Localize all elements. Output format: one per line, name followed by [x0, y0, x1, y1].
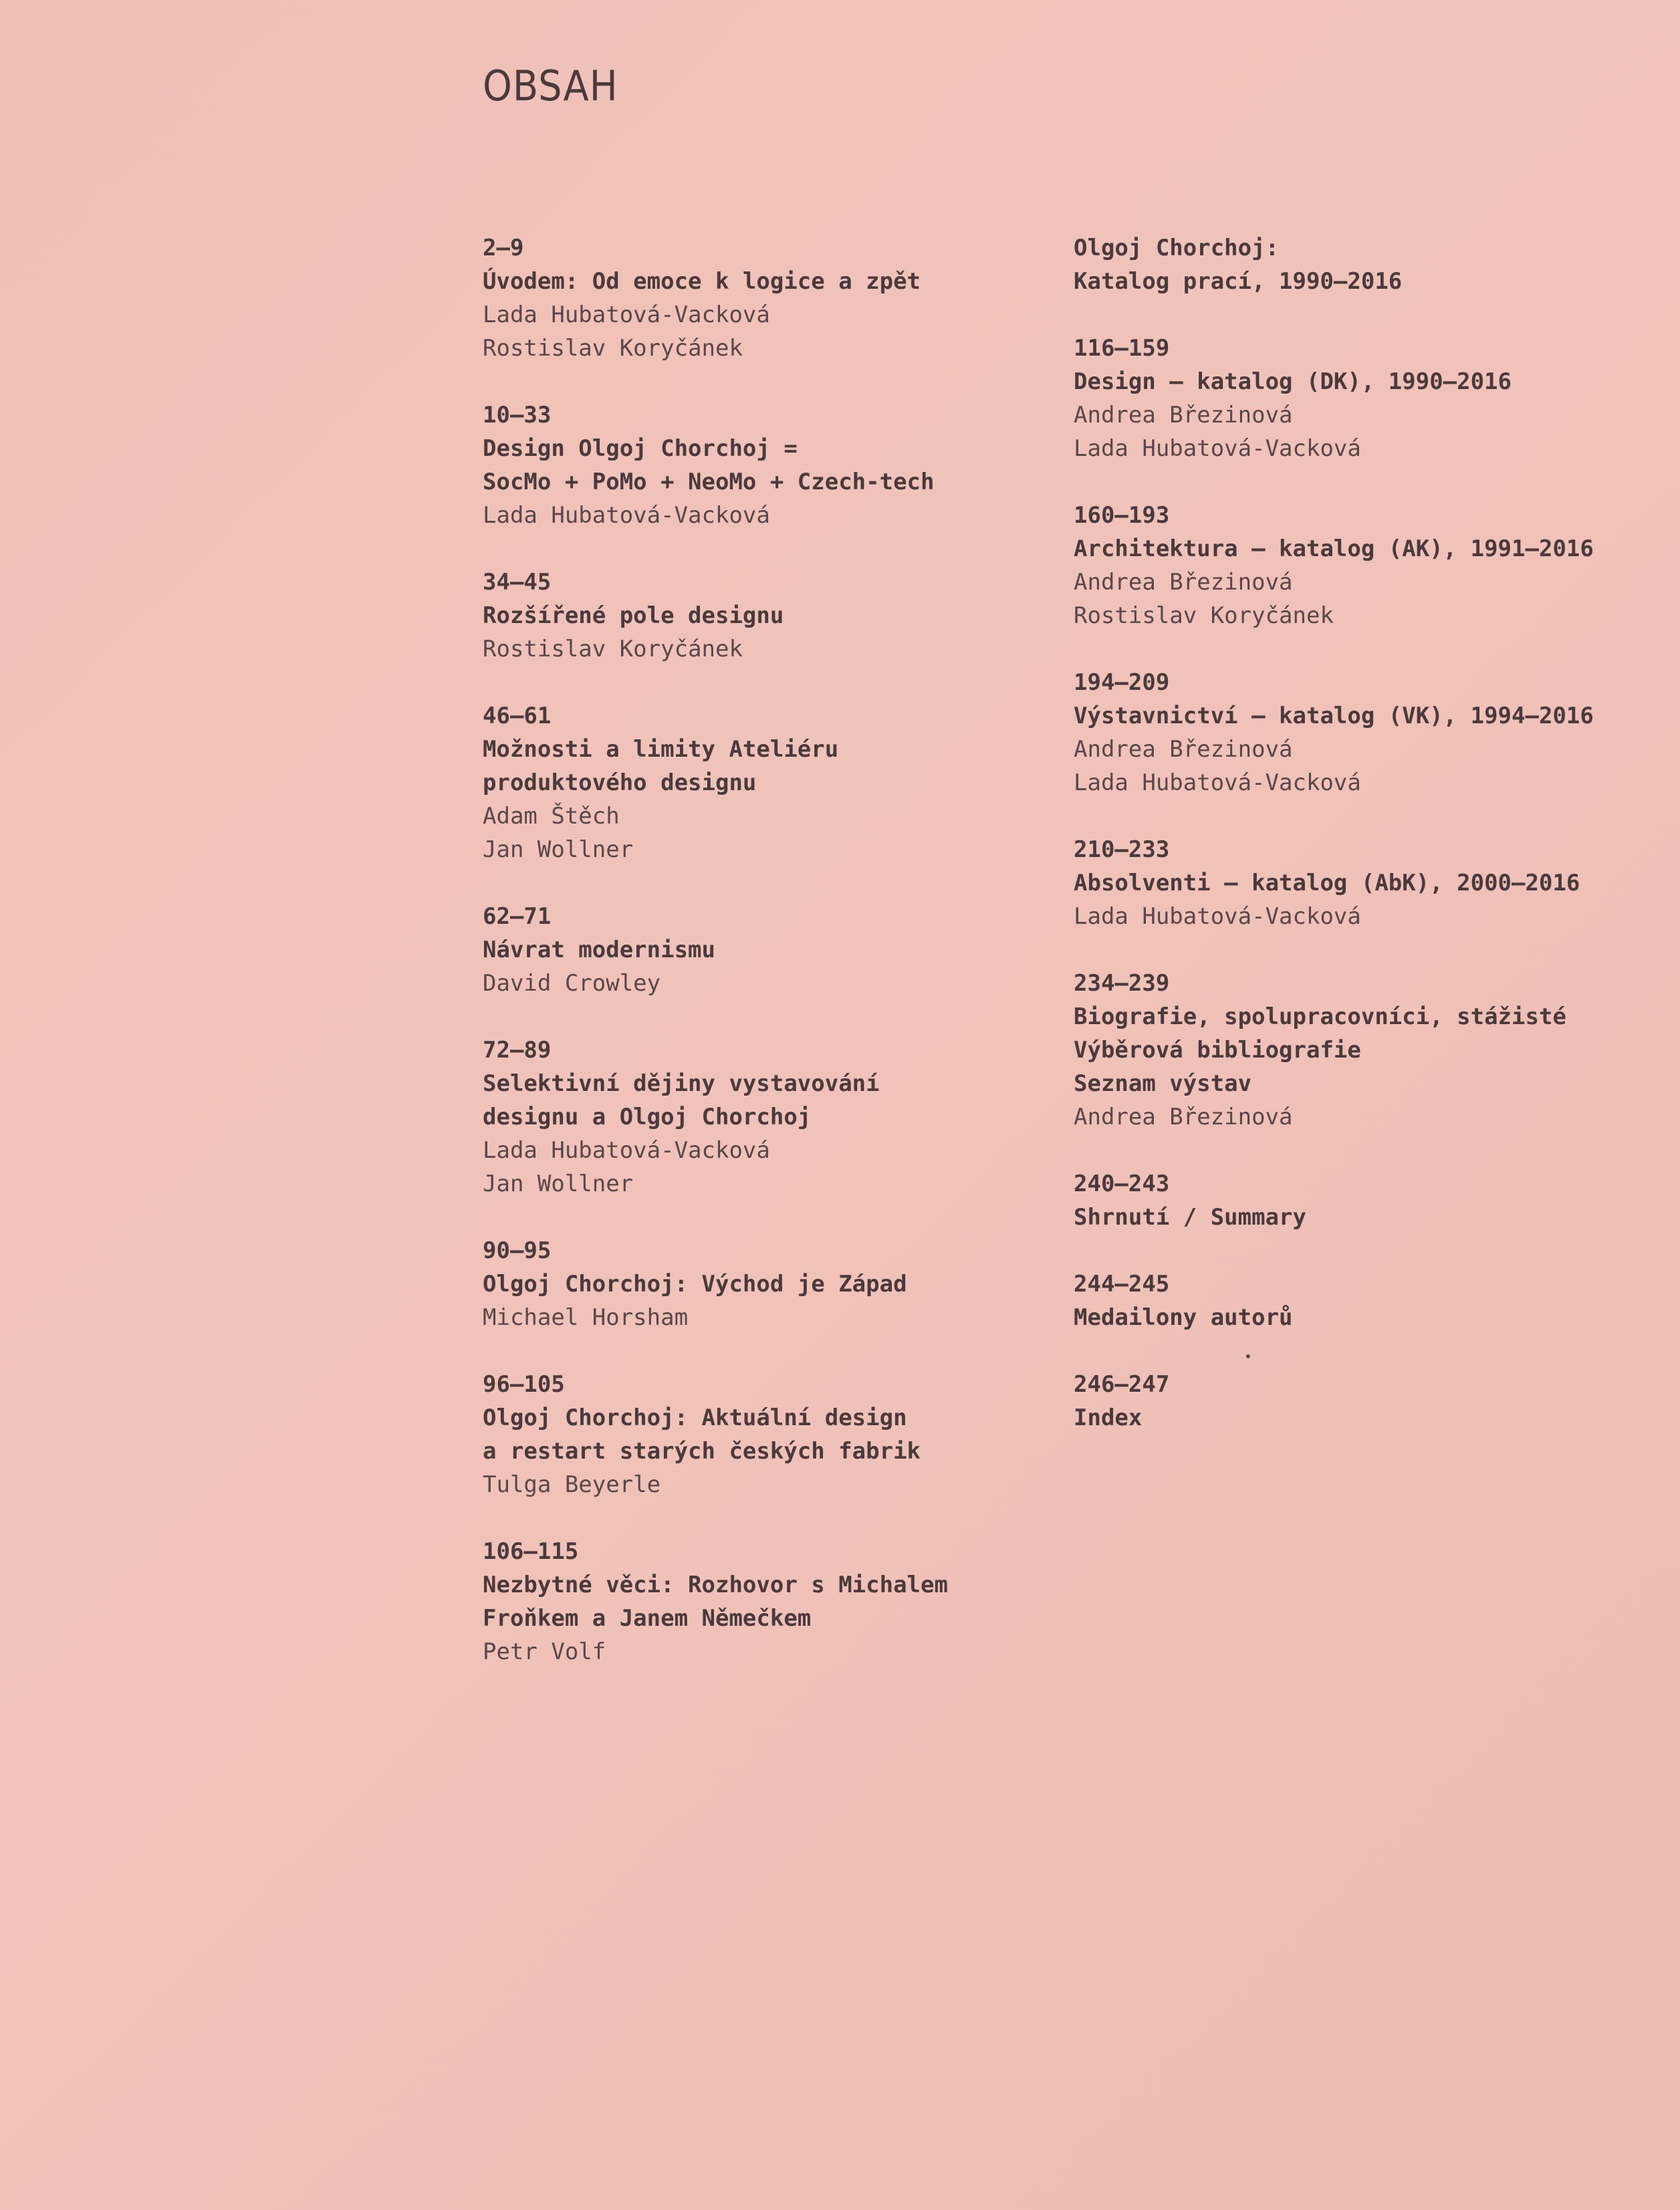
toc-entry [483, 398, 1031, 532]
catalog-header-line: Olgoj Chorchoj: [1074, 235, 1280, 261]
toc-entry-author: Petr Volf [483, 1638, 606, 1665]
toc-entry [483, 900, 1031, 1000]
toc-page-range: 244–245 [1074, 1271, 1170, 1298]
toc-entry-title: Rozšířené pole designu [483, 602, 784, 629]
toc-page-range: 116–159 [1074, 335, 1170, 362]
catalog-section-header [1074, 231, 1675, 298]
toc-entry [1074, 1167, 1675, 1234]
toc-page-range: 72–89 [483, 1037, 552, 1064]
toc-page-range: 246–247 [1074, 1371, 1170, 1398]
toc-page-range: 194–209 [1074, 669, 1170, 696]
toc-page-range: 34–45 [483, 569, 552, 596]
toc-entry-title: Nezbytné věci: Rozhovor s Michalem [483, 1572, 948, 1598]
toc-page-range: 2–9 [483, 235, 524, 261]
toc-entry-title: produktového designu [483, 769, 757, 796]
toc-entry-title: SocMo + PoMo + NeoMo + Czech-tech [483, 469, 935, 495]
toc-entry [483, 699, 1031, 866]
toc-entry-author: Jan Wollner [483, 1171, 634, 1197]
toc-entry-author: Lada Hubatová-Vacková [483, 1137, 770, 1164]
toc-entry [483, 1368, 1031, 1501]
catalog-header-line: Katalog prací, 1990–2016 [1074, 268, 1403, 295]
toc-entry [1074, 332, 1675, 465]
toc-page-range: 62–71 [483, 903, 552, 930]
toc-entry [483, 1535, 1031, 1669]
toc-entry-title: Shrnutí / Summary [1074, 1204, 1306, 1231]
toc-entry [1074, 833, 1675, 933]
toc-entry-title: Absolventi – katalog (AbK), 2000–2016 [1074, 870, 1580, 896]
toc-page-range: 90–95 [483, 1237, 552, 1264]
toc-entry-title: Medailony autorů [1074, 1304, 1293, 1331]
toc-entry [1074, 967, 1675, 1134]
toc-entry-author: Lada Hubatová-Vacková [1074, 903, 1361, 930]
toc-entry-author: Andrea Březinová [1074, 1104, 1293, 1130]
toc-entry-title: Selektivní dějiny vystavování [483, 1070, 880, 1097]
toc-entry-title: Olgoj Chorchoj: Aktuální design [483, 1404, 907, 1431]
toc-entry-title: Index [1074, 1404, 1143, 1431]
toc-entry-title: Seznam výstav [1074, 1070, 1252, 1097]
toc-page-range: 96–105 [483, 1371, 565, 1398]
toc-entry-author: Andrea Březinová [1074, 402, 1293, 428]
toc-entry [483, 1033, 1031, 1201]
page-title: OBSAH [483, 62, 618, 110]
toc-page-range: 106–115 [483, 1538, 579, 1565]
toc-entry-title: Návrat modernismu [483, 937, 715, 963]
paper-speck [1246, 1354, 1250, 1358]
toc-entry-author: Lada Hubatová-Vacková [1074, 435, 1361, 462]
catalog-entries [1074, 332, 1675, 1435]
toc-entry-author: David Crowley [483, 970, 661, 997]
toc-entry [483, 1234, 1031, 1334]
toc-entry-author: Rostislav Koryčánek [483, 636, 743, 662]
toc-entry-author: Andrea Březinová [1074, 569, 1293, 596]
toc-entry [483, 566, 1031, 666]
toc-page-range: 210–233 [1074, 836, 1170, 863]
toc-entry [1074, 666, 1675, 800]
toc-entry-author: Lada Hubatová-Vacková [483, 502, 770, 529]
toc-page-range: 240–243 [1074, 1171, 1170, 1197]
toc-entry-author: Rostislav Koryčánek [1074, 602, 1334, 629]
toc-page-range: 234–239 [1074, 970, 1170, 997]
toc-entry-title: Možnosti a limity Ateliéru [483, 736, 839, 763]
toc-entry-title: Olgoj Chorchoj: Východ je Západ [483, 1271, 907, 1298]
toc-entry-author: Jan Wollner [483, 836, 634, 863]
toc-page-range: 10–33 [483, 402, 552, 428]
toc-entry-title: Úvodem: Od emoce k logice a zpět [483, 268, 921, 295]
toc-entry-author: Tulga Beyerle [483, 1471, 661, 1498]
toc-left-column [483, 231, 1031, 1702]
toc-entry [483, 231, 1031, 365]
toc-entry-title: Froňkem a Janem Němečkem [483, 1605, 812, 1632]
toc-entry [1074, 1368, 1675, 1435]
toc-entry-title: Výstavnictví – katalog (VK), 1994–2016 [1074, 703, 1594, 729]
toc-entry-author: Adam Štěch [483, 803, 620, 830]
toc-entry-title: Architektura – katalog (AK), 1991–2016 [1074, 535, 1594, 562]
toc-entry [1074, 499, 1675, 632]
toc-entry-title: Výběrová bibliografie [1074, 1037, 1361, 1064]
toc-entry-author: Andrea Březinová [1074, 736, 1293, 763]
toc-entry-title: Design Olgoj Chorchoj = [483, 435, 798, 462]
toc-entry-title: designu a Olgoj Chorchoj [483, 1104, 812, 1130]
toc-entry [1074, 1267, 1675, 1334]
toc-entry-title: a restart starých českých fabrik [483, 1438, 921, 1465]
toc-entry-title: Design – katalog (DK), 1990–2016 [1074, 368, 1512, 395]
toc-page-range: 46–61 [483, 703, 552, 729]
toc-entry-author: Lada Hubatová-Vacková [1074, 769, 1361, 796]
toc-entry-author: Rostislav Koryčánek [483, 335, 743, 362]
toc-right-column [1074, 231, 1675, 1468]
toc-page-range: 160–193 [1074, 502, 1170, 529]
toc-entry-author: Lada Hubatová-Vacková [483, 301, 770, 328]
toc-entry-author: Michael Horsham [483, 1304, 689, 1331]
toc-entry-title: Biografie, spolupracovníci, stážisté [1074, 1003, 1566, 1030]
